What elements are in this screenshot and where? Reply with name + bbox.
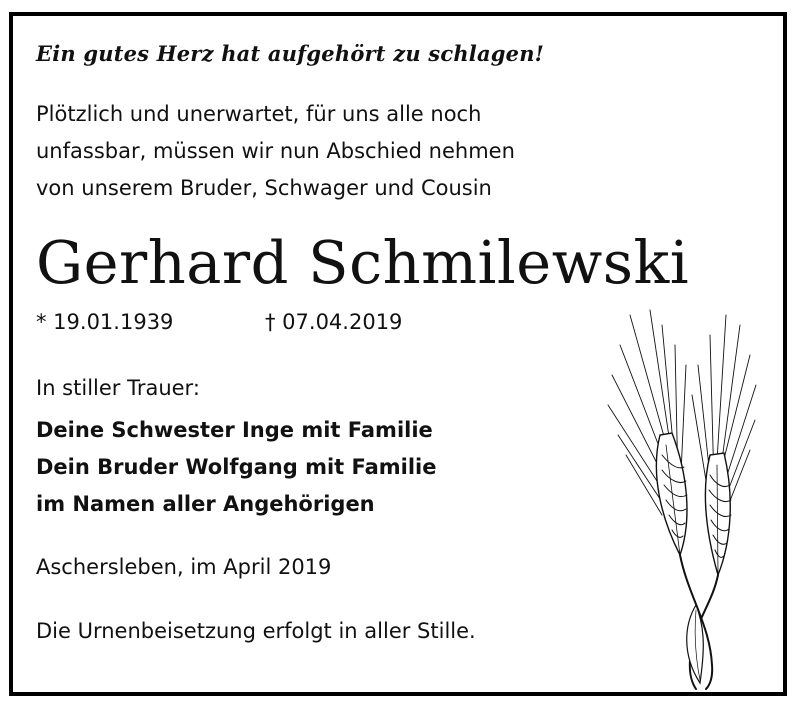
burial-note: Die Urnenbeisetzung erfolgt in aller Stille. xyxy=(36,619,476,643)
mourning-label: In stiller Trauer: xyxy=(36,376,200,400)
death-date: † 07.04.2019 xyxy=(265,310,403,334)
intro-text xyxy=(36,96,515,207)
intro-line: unfassbar, müssen wir nun Abschied nehmen xyxy=(36,139,515,163)
wheat-ears-icon xyxy=(600,305,760,690)
deceased-name: Gerhard Schmilewski xyxy=(36,228,690,297)
mourner-entry: im Namen aller Angehörigen xyxy=(36,492,375,516)
birth-date: * 19.01.1939 xyxy=(36,310,174,334)
obituary-heading: Ein gutes Herz hat aufgehört zu schlagen! xyxy=(36,41,545,66)
intro-line: von unserem Bruder, Schwager und Cousin xyxy=(36,176,492,200)
mourners-list xyxy=(36,412,437,523)
place-date: Aschersleben, im April 2019 xyxy=(36,555,332,579)
mourner-entry: Deine Schwester Inge mit Familie xyxy=(36,418,433,442)
mourner-entry: Dein Bruder Wolfgang mit Familie xyxy=(36,455,437,479)
intro-line: Plötzlich und unerwartet, für uns alle noch xyxy=(36,102,482,126)
